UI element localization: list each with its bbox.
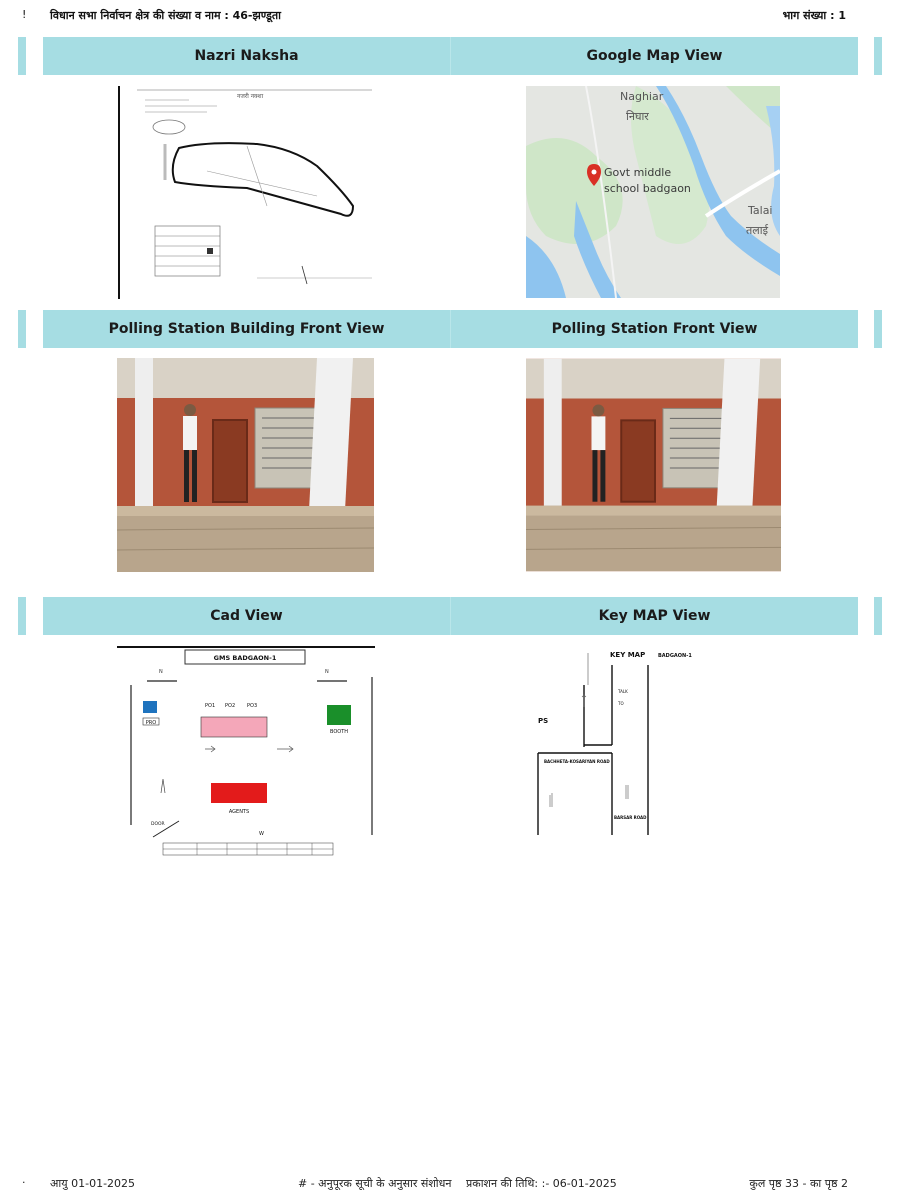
map-pin-label-1: Govt middle bbox=[604, 166, 672, 179]
cad-agents: AGENTS bbox=[228, 809, 250, 815]
footer-age-date: आयु 01-01-2025 bbox=[50, 1177, 136, 1190]
cad-door: DOOR bbox=[151, 822, 165, 827]
section-title-google-map: Google Map View bbox=[586, 48, 723, 64]
nazri-naksha-image bbox=[117, 86, 375, 299]
section-title-cad-view: Cad View bbox=[43, 597, 451, 635]
cad-n2: N bbox=[325, 669, 329, 675]
keymap-title: KEY MAP bbox=[610, 651, 646, 659]
cad-n1: N bbox=[159, 669, 163, 675]
keymap-talk: TALK bbox=[618, 689, 628, 694]
side-tab-right bbox=[874, 37, 882, 75]
page-footer bbox=[0, 1176, 900, 1194]
side-tab-right bbox=[874, 597, 882, 635]
cad-po3: PO3 bbox=[247, 703, 258, 709]
footer-revision-note: # - अनुपूरक सूची के अनुसार संशोधन bbox=[298, 1177, 452, 1190]
side-tab-left bbox=[18, 597, 26, 635]
map-place-talai-hi: तलाई bbox=[746, 224, 768, 237]
map-place-talai: Talai bbox=[748, 204, 773, 217]
section-header-3 bbox=[43, 597, 858, 635]
section-header-2 bbox=[43, 310, 858, 348]
cad-title: GMS BADGAON-1 bbox=[213, 654, 277, 662]
map-place-naghiar: Naghiar bbox=[620, 90, 664, 103]
part-number: भाग संख्या : 1 bbox=[782, 9, 846, 22]
map-place-naghiar-hi: निघार bbox=[626, 110, 649, 123]
station-front-photo bbox=[526, 358, 781, 572]
cad-view-drawing bbox=[117, 645, 375, 858]
keymap-subtitle: BADGAON-1 bbox=[658, 653, 692, 659]
building-front-photo bbox=[117, 358, 374, 572]
side-tab-left bbox=[18, 310, 26, 348]
keymap-road1: BACHHETA-KOSARIYAN ROAD bbox=[544, 759, 610, 764]
side-tab-right bbox=[874, 310, 882, 348]
section-title-station-front: Polling Station Front View bbox=[551, 321, 758, 337]
cad-booth: BOOTH bbox=[329, 729, 349, 735]
nazri-title-text: नजरी नक्शा bbox=[237, 93, 264, 100]
section-title-key-map: Key MAP View bbox=[598, 608, 711, 624]
keymap-to: TO bbox=[618, 701, 624, 706]
map-pin-label-2: school badgaon bbox=[604, 182, 691, 195]
google-map-view bbox=[526, 86, 780, 298]
page-header bbox=[0, 6, 900, 26]
constituency-title: विधान सभा निर्वाचन क्षेत्र की संख्या व नाम : 46-झण्डूता bbox=[50, 9, 281, 22]
side-tab-left bbox=[18, 37, 26, 75]
cad-w: W bbox=[259, 831, 264, 837]
key-map-drawing bbox=[528, 645, 782, 858]
section-title-nazri-naksha: Nazri Naksha bbox=[43, 37, 451, 75]
header-mark: ! bbox=[22, 8, 27, 21]
section-title-building-front: Polling Station Building Front View bbox=[43, 310, 451, 348]
cad-po1: PO1 bbox=[205, 703, 216, 709]
footer-page-count: कुल पृष्ठ 33 - का पृष्ठ 2 bbox=[749, 1177, 848, 1190]
section-header-1 bbox=[43, 37, 858, 75]
footer-dot: · bbox=[22, 1176, 26, 1189]
keymap-road2: BARSAR ROAD bbox=[614, 815, 647, 820]
footer-publication-date: प्रकाशन की तिथि: :- 06-01-2025 bbox=[466, 1177, 617, 1190]
cad-pro: PRO bbox=[145, 720, 157, 726]
keymap-ps: PS bbox=[538, 717, 549, 725]
cad-po2: PO2 bbox=[225, 703, 236, 709]
